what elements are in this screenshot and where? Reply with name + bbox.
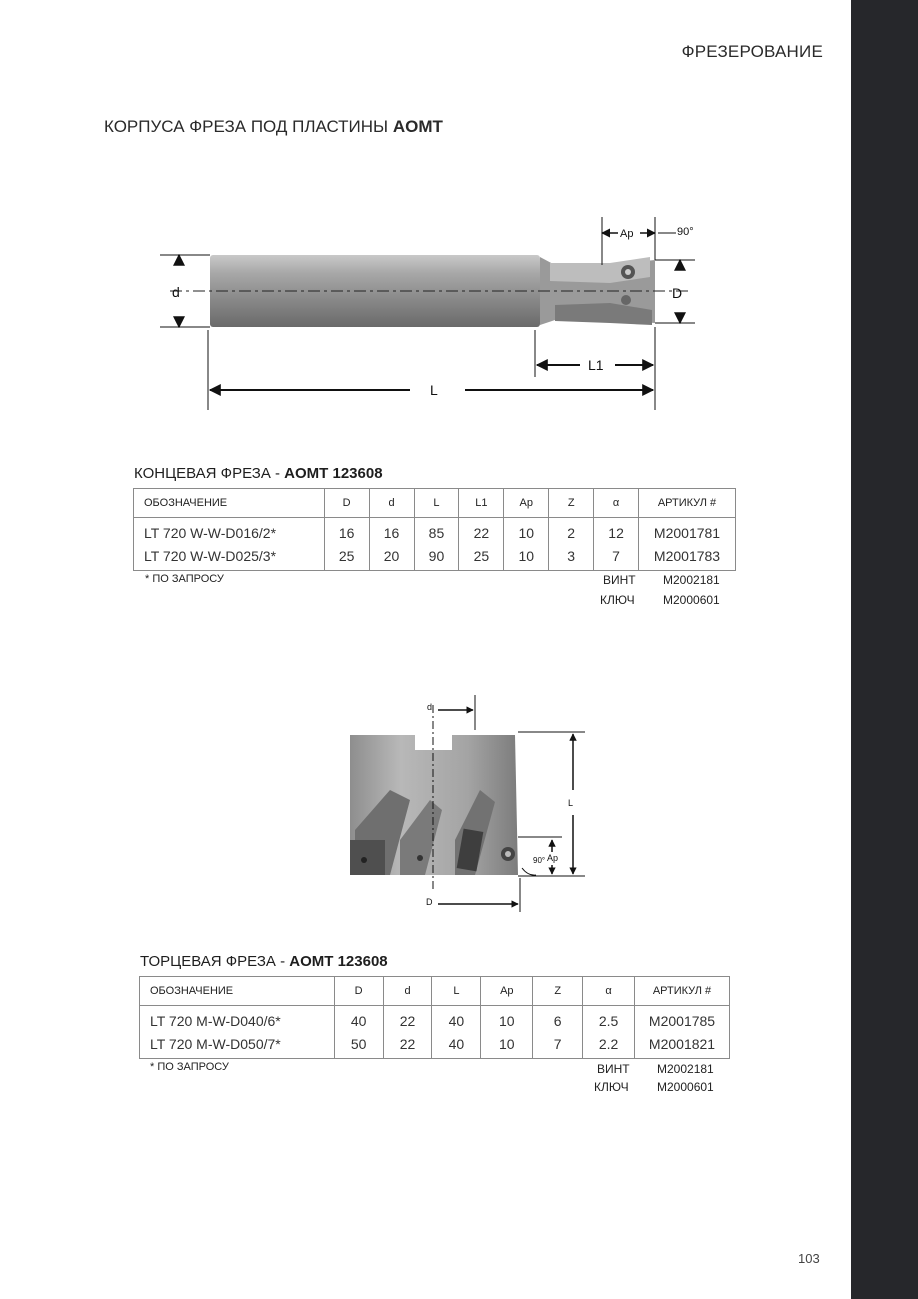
face-mill-body: [350, 735, 518, 875]
cell: 10: [504, 544, 549, 571]
cell: 7: [594, 544, 639, 571]
screw-label: ВИНТ: [597, 1062, 630, 1076]
cell: 22: [383, 1006, 432, 1033]
cell: 10: [504, 518, 549, 545]
cell: 40: [432, 1006, 481, 1033]
cell: 50: [334, 1032, 383, 1059]
col-header: L1: [459, 489, 504, 518]
table2-note: * ПО ЗАПРОСУ: [150, 1061, 229, 1073]
dim-D-label: D: [672, 285, 683, 301]
cell: 85: [414, 518, 459, 545]
cell: 25: [324, 544, 369, 571]
table1-key: [600, 590, 720, 610]
table-row: [140, 1032, 730, 1059]
cell: 10: [481, 1006, 533, 1033]
table2-screw: [597, 1059, 714, 1079]
cell: 12: [594, 518, 639, 545]
page-title: [104, 117, 443, 137]
dim-L1-label: L1: [588, 357, 604, 373]
col-header: L: [414, 489, 459, 518]
table1-note: * ПО ЗАПРОСУ: [145, 573, 224, 585]
table-header-row: [134, 489, 736, 518]
cell: 40: [432, 1032, 481, 1059]
key-label: КЛЮЧ: [594, 1080, 629, 1094]
dim-d-label: d: [172, 284, 180, 300]
screw-value: M2002181: [663, 573, 720, 587]
table2-title-text: ТОРЦЕВАЯ ФРЕЗА -: [140, 953, 290, 970]
cell: 25: [459, 544, 504, 571]
cell: 22: [459, 518, 504, 545]
cell: LT 720 W-W-D025/3*: [134, 544, 325, 571]
side-bar: [851, 0, 918, 1299]
angle-label: 90°: [677, 226, 694, 238]
cell: 2.2: [583, 1032, 635, 1059]
col-header: Ap: [504, 489, 549, 518]
cell: 6: [533, 1006, 583, 1033]
dim-Ap-label: Ap: [620, 228, 634, 240]
col-header: ОБОЗНАЧЕНИЕ: [140, 977, 335, 1006]
col-header: L: [432, 977, 481, 1006]
table-row: [134, 518, 736, 545]
col-header: ОБОЗНАЧЕНИЕ: [134, 489, 325, 518]
table1-title-text: КОНЦЕВАЯ ФРЕЗА -: [134, 465, 285, 482]
table1-title-bold: AOMT 123608: [284, 465, 383, 482]
col-header: Z: [533, 977, 583, 1006]
dim-D-label-2: D: [426, 897, 433, 907]
page-title-text: КОРПУСА ФРЕЗА ПОД ПЛАСТИНЫ: [104, 117, 393, 136]
table2-title: [140, 953, 388, 970]
cell: 7: [533, 1032, 583, 1059]
table1-screw: [603, 570, 720, 590]
col-header: D: [324, 489, 369, 518]
face-mill-table: [139, 976, 730, 1059]
cell: 20: [369, 544, 414, 571]
cell: 16: [369, 518, 414, 545]
face-mill-drawing: [330, 690, 600, 915]
dim-L-label-2: L: [568, 798, 574, 808]
table1-title: [134, 465, 383, 482]
cell: 2.5: [583, 1006, 635, 1033]
col-header: α: [594, 489, 639, 518]
col-header: d: [383, 977, 432, 1006]
col-header: α: [583, 977, 635, 1006]
cell: 16: [324, 518, 369, 545]
col-header: Z: [549, 489, 594, 518]
angle-label-2: 90°: [533, 856, 546, 865]
table-row: [134, 544, 736, 571]
col-header: АРТИКУЛ #: [635, 977, 730, 1006]
end-mill-table: [133, 488, 736, 571]
table2-key: [594, 1077, 714, 1097]
table-header-row: [140, 977, 730, 1006]
cell: M2001781: [639, 518, 736, 545]
cell: 90: [414, 544, 459, 571]
dim-d-label-2: d: [427, 702, 433, 712]
page-title-bold: AOMT: [392, 117, 443, 136]
cell: LT 720 M-W-D050/7*: [140, 1032, 335, 1059]
cell: M2001821: [635, 1032, 730, 1059]
screw-value: M2002181: [657, 1062, 714, 1076]
cell: LT 720 M-W-D040/6*: [140, 1006, 335, 1033]
dim-L-label: L: [430, 382, 438, 398]
key-label: КЛЮЧ: [600, 593, 635, 607]
cell: 3: [549, 544, 594, 571]
col-header: Ap: [481, 977, 533, 1006]
cell: 10: [481, 1032, 533, 1059]
col-header: АРТИКУЛ #: [639, 489, 736, 518]
key-value: M2000601: [657, 1080, 714, 1094]
key-value: M2000601: [663, 593, 720, 607]
cell: 22: [383, 1032, 432, 1059]
cell: 40: [334, 1006, 383, 1033]
end-mill-drawing: [150, 205, 710, 420]
col-header: d: [369, 489, 414, 518]
page-number: 103: [798, 1251, 820, 1266]
cell: M2001785: [635, 1006, 730, 1033]
cell: M2001783: [639, 544, 736, 571]
cell: LT 720 W-W-D016/2*: [134, 518, 325, 545]
section-header: ФРЕЗЕРОВАНИЕ: [681, 42, 823, 61]
cell: 2: [549, 518, 594, 545]
dim-Ap-label-2: Ap: [547, 853, 559, 863]
col-header: D: [334, 977, 383, 1006]
screw-label: ВИНТ: [603, 573, 636, 587]
table-row: [140, 1006, 730, 1033]
table2-title-bold: AOMT 123608: [289, 953, 388, 970]
